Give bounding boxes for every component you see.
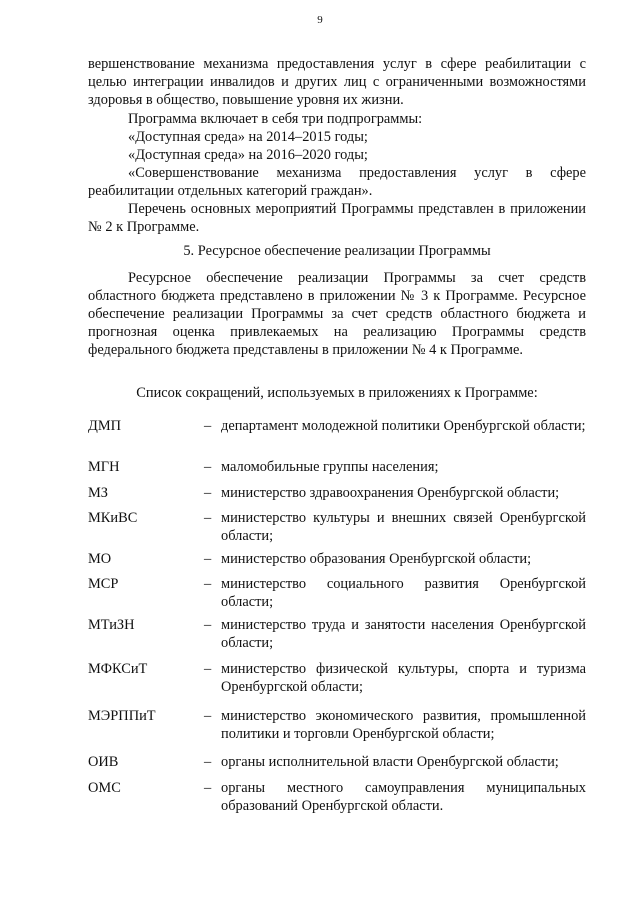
subprogram-3: «Совершенствование механизма предоставления услуг в сфере реабилитации отдельных категорий граждан». xyxy=(88,165,586,199)
page-number: 9 xyxy=(317,14,323,26)
abbreviation-definition: департамент молодежной политики Оренбургской области; xyxy=(221,418,586,434)
abbreviation-term: МТиЗН xyxy=(88,617,135,633)
resources-paragraph: Ресурсное обеспечение реализации Программы за счет средств областного бюджета представлено в приложении № 3 к Программе. Ресурсное обеспечение реализации Программы за счет средств областного бюджета и прогнозная оценка привлекаемых на реализацию Программы средств федерального бюджета представлены в приложении № 4 к Программе. xyxy=(88,270,586,358)
abbreviation-definition: министерство труда и занятости населения Оренбургской области; xyxy=(221,617,586,651)
abbreviations-title: Список сокращений, используемых в приложениях к Программе: xyxy=(136,385,538,401)
abbreviation-term: МКиВС xyxy=(88,510,138,526)
dash: – xyxy=(204,754,212,770)
abbreviation-term: МЭРППиТ xyxy=(88,708,156,724)
measures-paragraph: Перечень основных мероприятий Программы представлен в приложении № 2 к Программе. xyxy=(88,201,586,235)
abbreviation-definition: маломобильные группы населения; xyxy=(221,459,439,475)
abbreviation-term: ДМП xyxy=(88,418,122,434)
abbreviation-definition: министерство культуры и внешних связей Оренбургской области; xyxy=(221,510,586,544)
abbreviation-term: МФКСиТ xyxy=(88,661,148,677)
subprograms-intro: Программа включает в себя три подпрограммы: xyxy=(128,111,423,127)
abbreviation-definition: министерство социального развития Оренбургской области; xyxy=(221,576,586,610)
dash: – xyxy=(204,510,212,526)
section-heading: 5. Ресурсное обеспечение реализации Программы xyxy=(183,243,491,259)
abbreviation-term: МСР xyxy=(88,576,119,592)
abbreviation-term: МЗ xyxy=(88,485,109,501)
dash: – xyxy=(204,459,212,475)
dash: – xyxy=(204,418,212,434)
abbreviation-term: МО xyxy=(88,551,112,567)
abbreviation-definition: министерство физической культуры, спорта и туризма Оренбургской области; xyxy=(221,661,586,695)
abbreviation-definition: органы местного самоуправления муниципальных образований Оренбургской области. xyxy=(221,780,586,814)
dash: – xyxy=(204,708,212,724)
abbreviation-definition: министерство здравоохранения Оренбургской области; xyxy=(221,485,560,501)
intro-paragraph: вершенствование механизма предоставления услуг в сфере реабилитации с целью интеграции инвалидов и других лиц с ограниченными возможностями здоровья в общество, повышение уровня их жизни. xyxy=(88,56,586,108)
dash: – xyxy=(204,551,212,567)
dash: – xyxy=(204,617,212,633)
abbreviation-definition: министерство экономического развития, промышленной политики и торговли Оренбургской области; xyxy=(221,708,586,742)
subprogram-2: «Доступная среда» на 2016–2020 годы; xyxy=(128,147,368,163)
abbreviation-term: МГН xyxy=(88,459,120,475)
abbreviation-term: ОИВ xyxy=(88,754,119,770)
abbreviation-definition: министерство образования Оренбургской области; xyxy=(221,551,532,567)
abbreviation-term: ОМС xyxy=(88,780,121,796)
dash: – xyxy=(204,485,212,501)
dash: – xyxy=(204,576,212,592)
subprogram-1: «Доступная среда» на 2014–2015 годы; xyxy=(128,129,368,145)
dash: – xyxy=(204,780,212,796)
dash: – xyxy=(204,661,212,677)
abbreviation-definition: органы исполнительной власти Оренбургской области; xyxy=(221,754,559,770)
